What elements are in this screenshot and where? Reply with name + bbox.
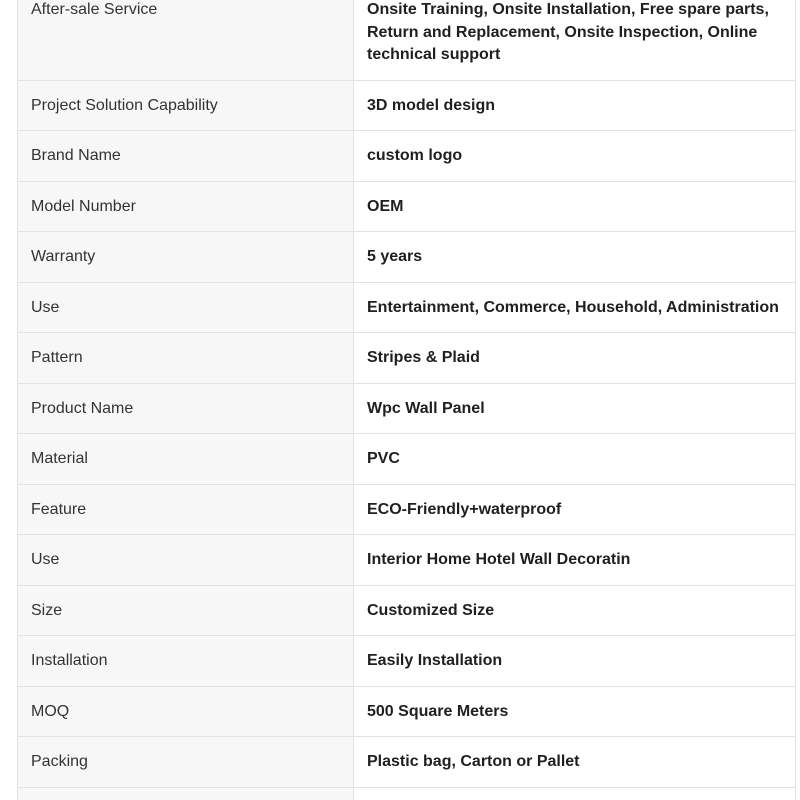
spec-row-material: [18, 434, 796, 485]
spec-row-product-name: [18, 383, 796, 434]
spec-value: Entertainment, Commerce, Household, Administration: [354, 282, 796, 333]
product-spec-table: [17, 0, 796, 800]
spec-key: Model Number: [18, 181, 354, 232]
spec-value: custom logo: [354, 131, 796, 182]
spec-key: Use: [18, 282, 354, 333]
spec-key: Project Solution Capability: [18, 80, 354, 131]
spec-value: Customized Size: [354, 585, 796, 636]
spec-key: Pattern: [18, 333, 354, 384]
spec-row-packing: [18, 737, 796, 788]
spec-value: Plastic bag, Carton or Pallet: [354, 737, 796, 788]
spec-row-feature: [18, 484, 796, 535]
spec-key: Material: [18, 434, 354, 485]
spec-value: Stripes & Plaid: [354, 333, 796, 384]
spec-value: Interior Home Hotel Wall Decoratin: [354, 535, 796, 586]
spec-row-warranty: [18, 232, 796, 283]
spec-value: Wpc Wall Panel: [354, 383, 796, 434]
spec-row-pattern: [18, 333, 796, 384]
spec-key: Size: [18, 585, 354, 636]
spec-row-after-sale-service: [18, 0, 796, 80]
spec-key: Use: [18, 535, 354, 586]
spec-key: Packing: [18, 737, 354, 788]
spec-key: Feature: [18, 484, 354, 535]
spec-value: 500 Square Meters: [354, 686, 796, 737]
spec-value: 3D model design: [354, 80, 796, 131]
spec-value: 5 years: [354, 232, 796, 283]
spec-key: Installation: [18, 636, 354, 687]
spec-key: Brand Name: [18, 131, 354, 182]
spec-key: MOQ: [18, 686, 354, 737]
product-spec-table-container: [17, 0, 795, 800]
spec-row-project-solution-capability: [18, 80, 796, 131]
spec-row-use-interior: [18, 535, 796, 586]
spec-row-use: [18, 282, 796, 333]
spec-value-partial: [354, 787, 796, 800]
spec-row-size: [18, 585, 796, 636]
spec-key: After-sale Service: [18, 0, 354, 80]
spec-value: ECO-Friendly+waterproof: [354, 484, 796, 535]
spec-key: Product Name: [18, 383, 354, 434]
spec-value: OEM: [354, 181, 796, 232]
spec-row-moq: [18, 686, 796, 737]
spec-row-model-number: [18, 181, 796, 232]
spec-row-installation: [18, 636, 796, 687]
spec-key: Warranty: [18, 232, 354, 283]
spec-value: PVC: [354, 434, 796, 485]
spec-row-brand-name: [18, 131, 796, 182]
spec-value: Easily Installation: [354, 636, 796, 687]
spec-row-partial: [18, 787, 796, 800]
spec-value: Onsite Training, Onsite Installation, Free spare parts, Return and Replacement, Onsite Inspection, Online technical support: [354, 0, 796, 80]
spec-key-partial: [18, 787, 354, 800]
